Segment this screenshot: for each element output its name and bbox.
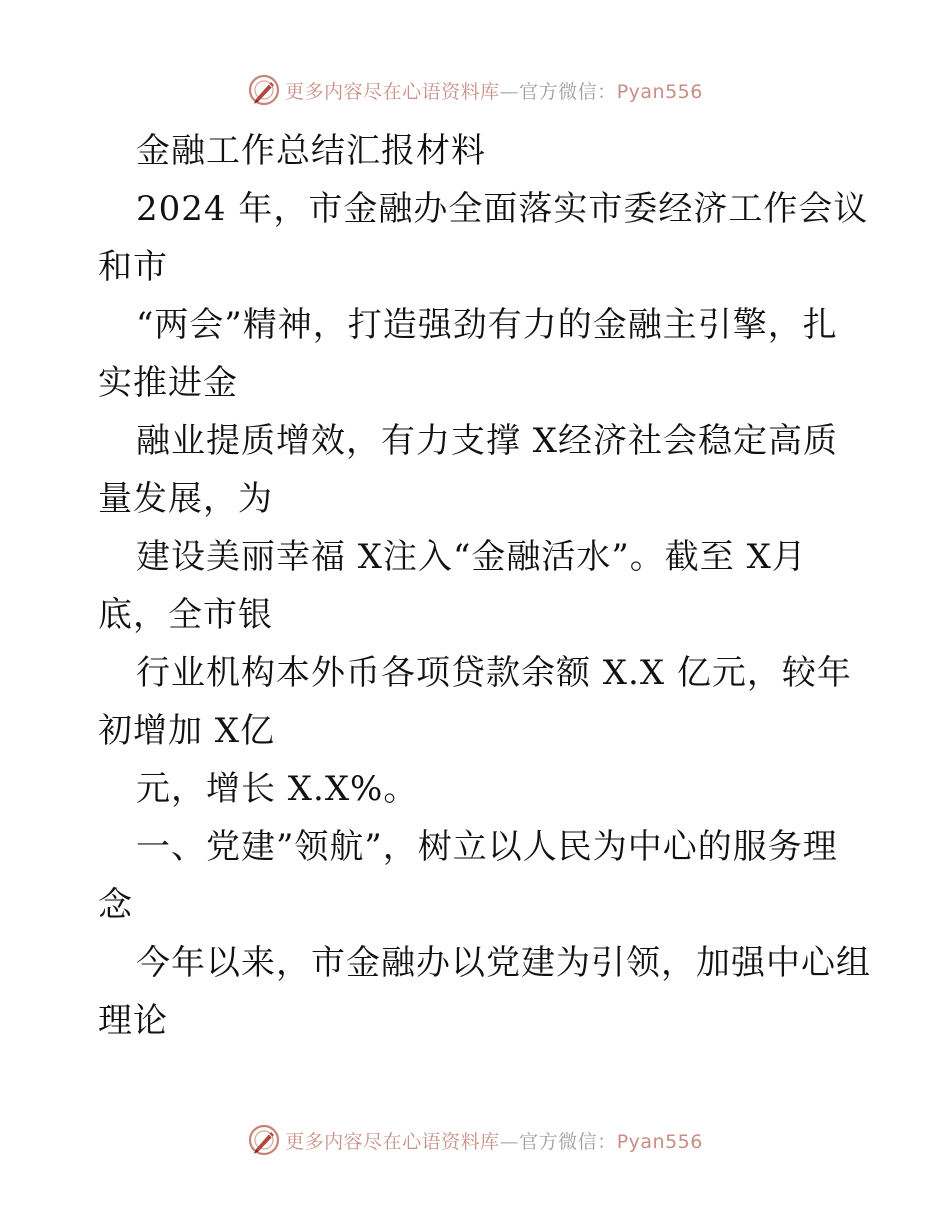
banner-wechat-label: 官方微信： bbox=[519, 80, 617, 103]
paragraph-line: 2024 年，市金融办全面落实市委经济工作会议 bbox=[136, 189, 869, 229]
section-heading: 一、党建”领航”，树立以人民为中心的服务理 bbox=[136, 827, 838, 867]
paragraph-line: 今年以来，市金融办以党建为引领，加强中心组 bbox=[136, 943, 871, 983]
paragraph-line: 量发展，为 bbox=[98, 479, 273, 519]
paragraph-line: 底，全市银 bbox=[98, 595, 273, 635]
pen-logo-icon bbox=[247, 73, 281, 107]
paragraph-line: 融业提质增效，有力支撑 X经济社会稳定高质 bbox=[136, 421, 839, 461]
section-heading-continued: 念 bbox=[98, 885, 133, 925]
paragraph-line: “两会”精神，打造强劲有力的金融主引擎，扎 bbox=[136, 305, 838, 345]
banner-dash: — bbox=[499, 80, 520, 103]
banner-wechat-label: 官方微信： bbox=[519, 1130, 617, 1153]
paragraph-line: 理论 bbox=[98, 1001, 168, 1041]
paragraph-line: 初增加 X亿 bbox=[98, 711, 276, 751]
banner-site-text: 更多内容尽在心语资料库 bbox=[285, 80, 500, 103]
paragraph-line: 行业机构本外币各项贷款余额 X.X 亿元，较年 bbox=[136, 653, 852, 693]
document-title: 金融工作总结汇报材料 bbox=[136, 131, 486, 171]
document-body bbox=[98, 122, 871, 1050]
paragraph-line: 元，增长 X.X%。 bbox=[136, 769, 419, 809]
pen-logo-icon bbox=[247, 1123, 281, 1157]
paragraph-line: 实推进金 bbox=[98, 363, 238, 403]
paragraph-line: 建设美丽幸福 X注入“金融活水”。截至 X月 bbox=[136, 537, 807, 577]
banner-wechat-id: Pyan556 bbox=[616, 80, 703, 103]
banner-site-text: 更多内容尽在心语资料库 bbox=[285, 1130, 500, 1153]
footer-banner bbox=[0, 1120, 950, 1160]
header-banner bbox=[0, 70, 950, 110]
paragraph-line: 和市 bbox=[98, 247, 168, 287]
banner-wechat-id: Pyan556 bbox=[616, 1130, 703, 1153]
banner-dash: — bbox=[499, 1130, 520, 1153]
